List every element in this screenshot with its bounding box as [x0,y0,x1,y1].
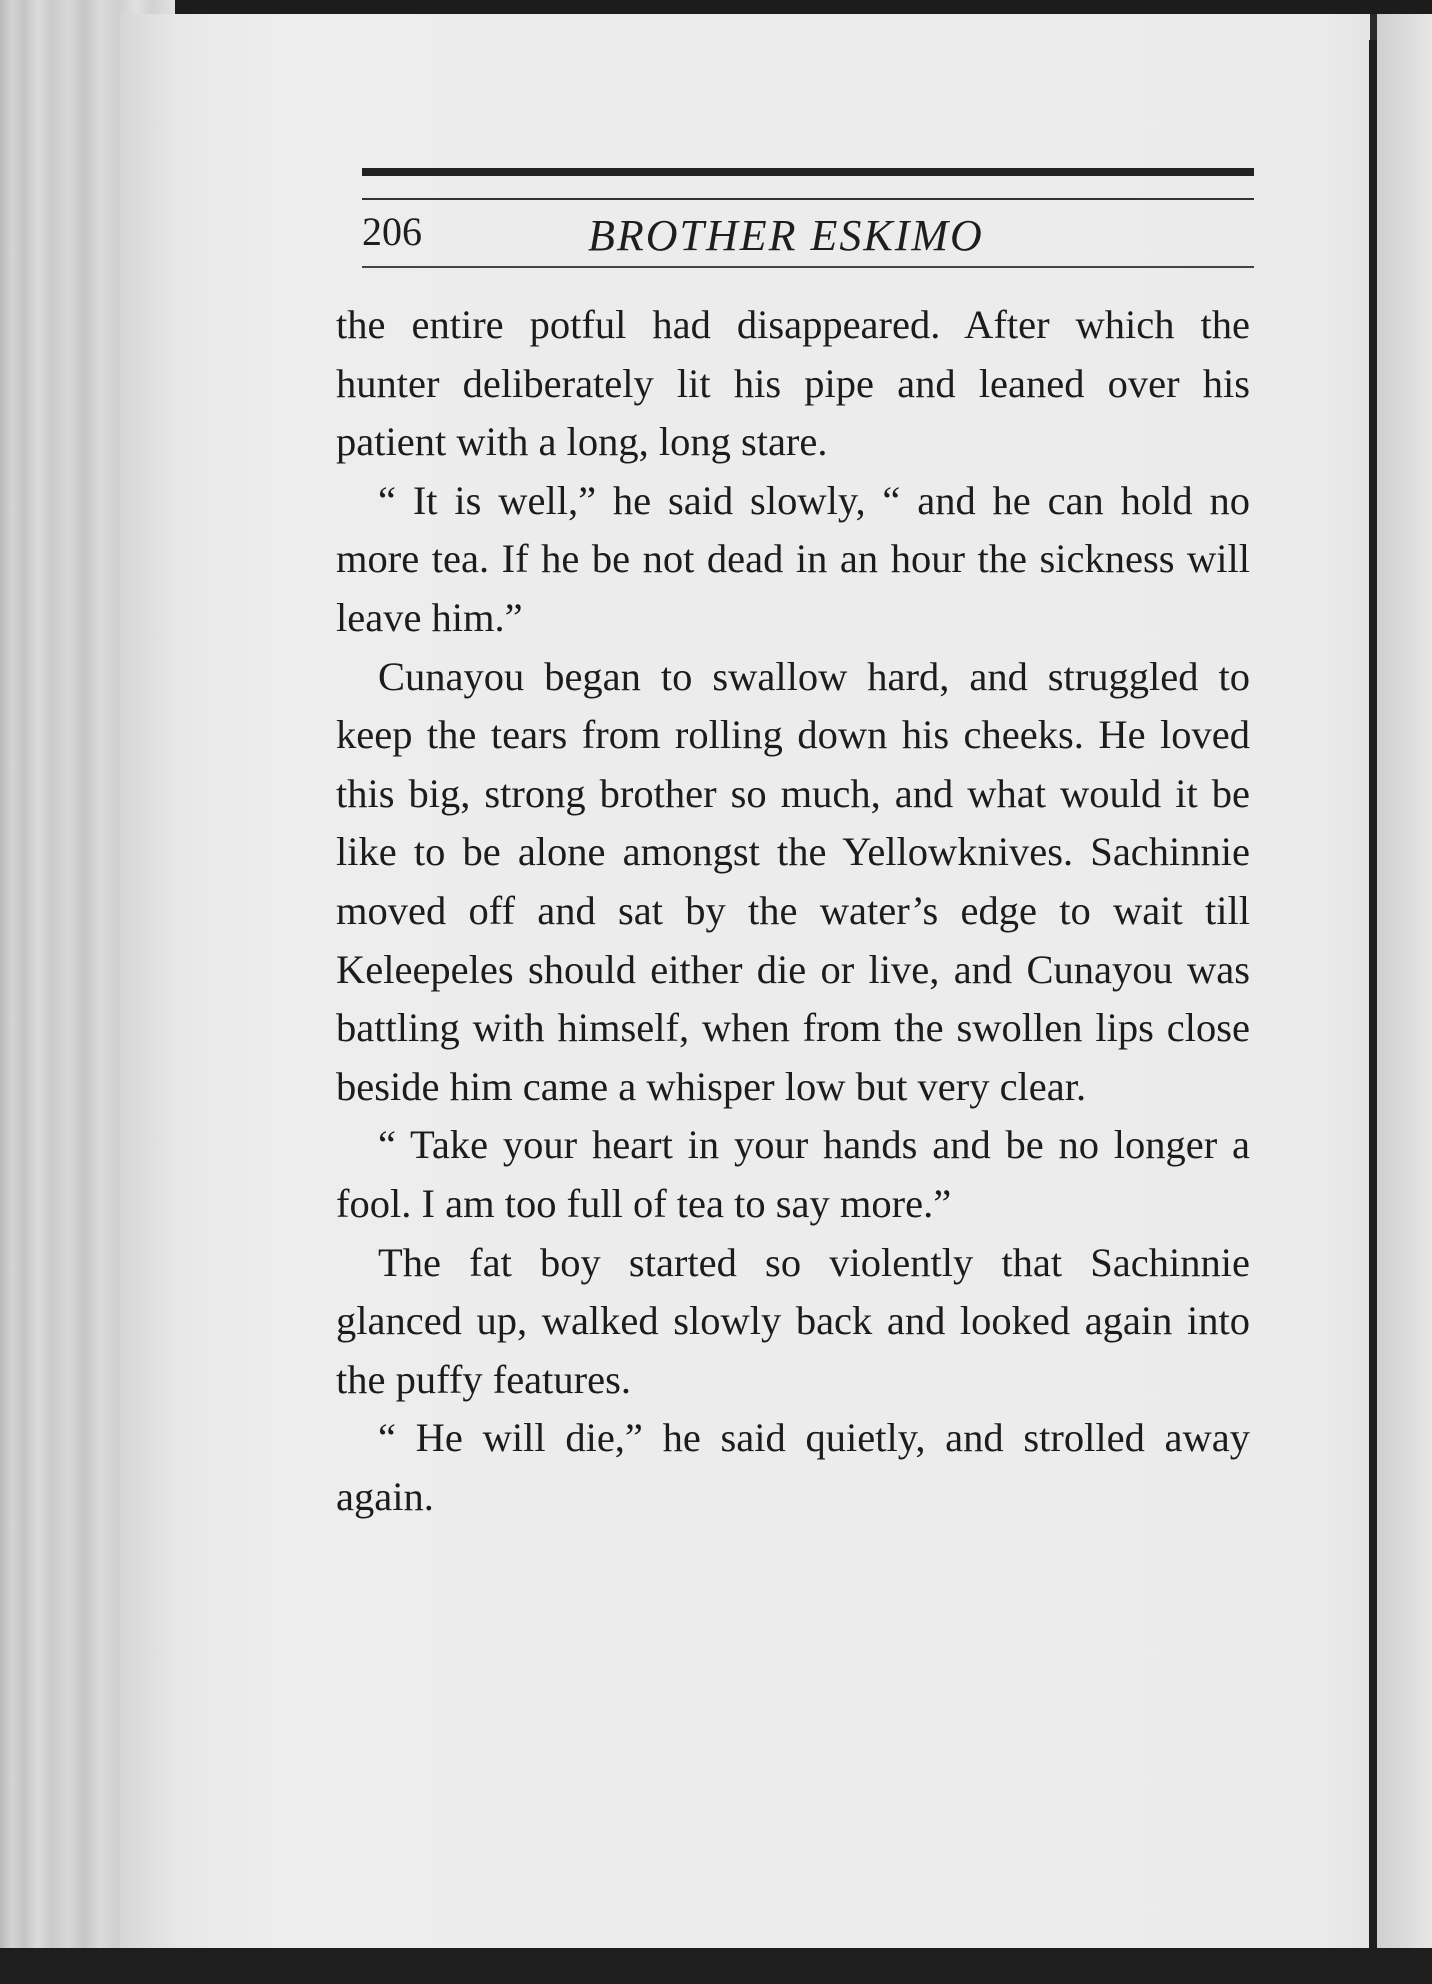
paragraph: The fat boy started so violently that Sachinnie glanced up, walked slowly back and looked again into the puffy features. [336,1239,1250,1402]
header-rule-thin [362,198,1254,200]
scan-bottom-border [0,1948,1432,1984]
facing-page-edge [1377,14,1432,1954]
header-rule-bottom [362,266,1254,268]
running-header [362,202,1254,264]
running-title: BROTHER ESKIMO [588,211,984,260]
paragraph: “ Take your heart in your hands and be no longer a fool. I am too full of tea to say more.” [336,1122,1250,1226]
body-text [336,296,1250,1526]
page-gutter-line [1369,40,1377,1948]
scan-top-border [0,0,1432,14]
header-rule-thick [362,168,1254,176]
paragraph: Cunayou began to swallow hard, and struggled to keep the tears from rolling down his cheeks. He loved this big, strong brother so much, and what would it be like to be alone amongst the Yellowknives. Sachinnie moved off and sat by the water’s edge to wait till Keleepeles should either die or live, and Cunayou was battling with himself, when from the swollen lips close beside him came a whisper low but very clear. [336,653,1250,1109]
page-number: 206 [362,209,422,254]
paragraph: “ It is well,” he said slowly, “ and he can hold no more tea. If he be not dead in an hour the sickness will leave him.” [336,477,1250,640]
paragraph: the entire potful had disappeared. After which the hunter deliberately lit his pipe and leaned over his patient with a long, long stare. [336,302,1250,465]
paragraph: “ He will die,” he said quietly, and strolled away again. [336,1415,1250,1519]
